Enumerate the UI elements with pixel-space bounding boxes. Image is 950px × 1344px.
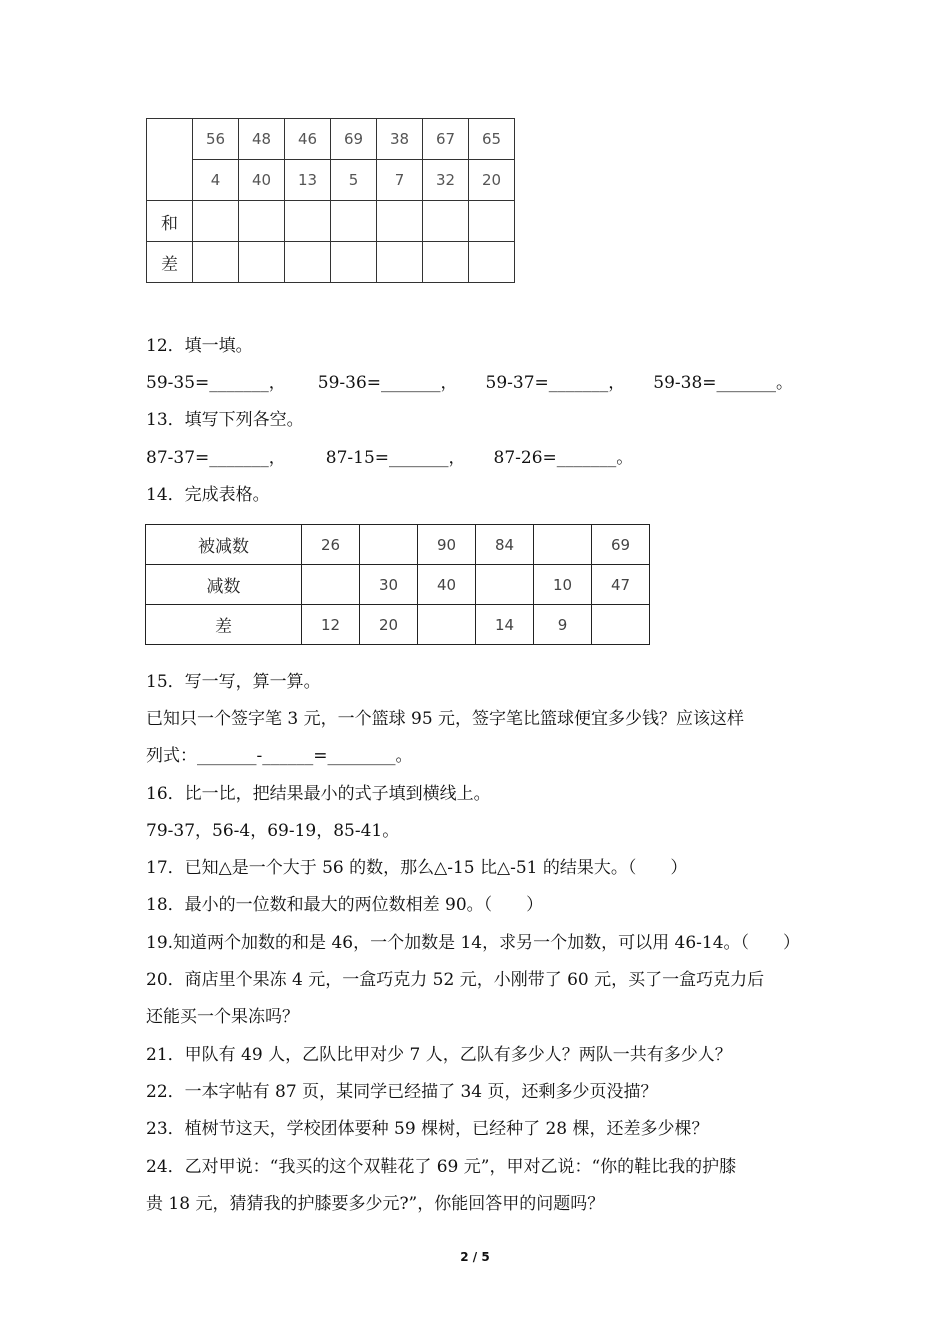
q13-item: 87-26=_______。 [493, 448, 634, 468]
answer-cell[interactable] [285, 201, 331, 242]
table-cell: 30 [360, 565, 418, 605]
answer-cell[interactable] [193, 242, 239, 283]
answer-cell[interactable] [469, 242, 515, 283]
question-13-title: 13．填写下列各空。 [146, 410, 304, 430]
table-cell: 20 [360, 605, 418, 645]
table-cell: 20 [469, 160, 515, 201]
question-16-title: 16．比一比，把结果最小的式子填到横线上。 [146, 784, 491, 804]
table-row [147, 242, 515, 283]
q13-item: 87-37=_______， [146, 448, 286, 468]
table-cell: 69 [331, 119, 377, 160]
answer-cell[interactable] [239, 201, 285, 242]
table-cell [147, 160, 193, 201]
question-15-title: 15．写一写，算一算。 [146, 672, 321, 692]
question-16-line1: 79-37，56-4，69-19，85-41。 [146, 821, 400, 841]
question-23: 23．植树节这天，学校团体要种 59 棵树，已经种了 28 棵，还差多少棵？ [146, 1119, 709, 1139]
table-cell: 9 [534, 605, 592, 645]
table-cell: 69 [592, 525, 650, 565]
question-15-line2: 列式：_______-______=________。 [146, 746, 413, 766]
page-number: 2 / 5 [460, 1250, 490, 1264]
question-19: 19.知道两个加数的和是 46，一个加数是 14，求另一个加数，可以用 46-14。（ ） [146, 933, 801, 953]
table-cell[interactable] [534, 525, 592, 565]
table-row [146, 565, 650, 605]
question-20-line2: 还能买一个果冻吗？ [146, 1007, 299, 1027]
q13-item: 87-15=_______， [325, 448, 466, 468]
q12-item: 59-38=_______。 [653, 373, 794, 393]
row-label-sum: 和 [147, 201, 193, 242]
table-cell: 13 [285, 160, 331, 201]
question-12-title: 12．填一填。 [146, 336, 253, 356]
table-cell: 7 [377, 160, 423, 201]
q12-item: 59-35=_______， [146, 373, 286, 393]
question-15-line1: 已知只一个签字笔 3 元，一个篮球 95 元，签字笔比篮球便宜多少钱？应该这样 [146, 709, 745, 729]
answer-cell[interactable] [331, 201, 377, 242]
table-cell: 48 [239, 119, 285, 160]
table-cell[interactable] [476, 565, 534, 605]
table-cell: 4 [193, 160, 239, 201]
row-label-difference: 差 [147, 242, 193, 283]
question-12-items [146, 371, 793, 395]
answer-cell[interactable] [377, 201, 423, 242]
question-17: 17．已知△是一个大于 56 的数，那么△-15 比△-51 的结果大。（ ） [146, 858, 688, 878]
row-label-minuend: 被减数 [146, 525, 302, 565]
table-row [146, 605, 650, 645]
table-cell: 47 [592, 565, 650, 605]
table-cell[interactable] [592, 605, 650, 645]
answer-cell[interactable] [469, 201, 515, 242]
table-cell: 65 [469, 119, 515, 160]
row-label-difference: 差 [146, 605, 302, 645]
table-cell: 46 [285, 119, 331, 160]
table-cell: 67 [423, 119, 469, 160]
table-row [147, 119, 515, 160]
question-24-line1: 24．乙对甲说：“我买的这个双鞋花了 69 元”，甲对乙说：“你的鞋比我的护膝 [146, 1157, 737, 1177]
table-cell: 84 [476, 525, 534, 565]
subtraction-table [145, 524, 650, 645]
sum-difference-table [146, 118, 515, 283]
q12-item: 59-36=_______， [317, 373, 458, 393]
question-22: 22．一本字帖有 87 页，某同学已经描了 34 页，还剩多少页没描？ [146, 1082, 658, 1102]
table-cell: 12 [302, 605, 360, 645]
table-cell[interactable] [418, 605, 476, 645]
table-cell: 40 [418, 565, 476, 605]
answer-cell[interactable] [285, 242, 331, 283]
question-20-line1: 20．商店里个果冻 4 元，一盒巧克力 52 元，小刚带了 60 元，买了一盒巧克力后 [146, 970, 765, 990]
answer-cell[interactable] [331, 242, 377, 283]
table-cell: 40 [239, 160, 285, 201]
table-cell: 26 [302, 525, 360, 565]
table-cell: 32 [423, 160, 469, 201]
answer-cell[interactable] [377, 242, 423, 283]
table-row [146, 525, 650, 565]
answer-cell[interactable] [239, 242, 285, 283]
table-cell[interactable] [302, 565, 360, 605]
question-18: 18．最小的一位数和最大的两位数相差 90。（ ） [146, 895, 544, 915]
answer-cell[interactable] [193, 201, 239, 242]
table-row [147, 201, 515, 242]
row-label-subtrahend: 减数 [146, 565, 302, 605]
table-row [147, 160, 515, 201]
question-24-line2: 贵 18 元，猜猜我的护膝要多少元?”，你能回答甲的问题吗？ [146, 1194, 605, 1214]
question-21: 21．甲队有 49 人，乙队比甲对少 7 人，乙队有多少人？两队一共有多少人？ [146, 1045, 732, 1065]
q12-item: 59-37=_______， [485, 373, 626, 393]
question-14-title: 14．完成表格。 [146, 485, 270, 505]
answer-cell[interactable] [423, 242, 469, 283]
table-cell[interactable] [360, 525, 418, 565]
answer-cell[interactable] [423, 201, 469, 242]
table-cell: 90 [418, 525, 476, 565]
question-13-items [146, 446, 633, 470]
table-cell: 14 [476, 605, 534, 645]
table-cell: 38 [377, 119, 423, 160]
table-cell: 10 [534, 565, 592, 605]
table-cell: 56 [193, 119, 239, 160]
table-cell: 5 [331, 160, 377, 201]
table-cell [147, 119, 193, 160]
